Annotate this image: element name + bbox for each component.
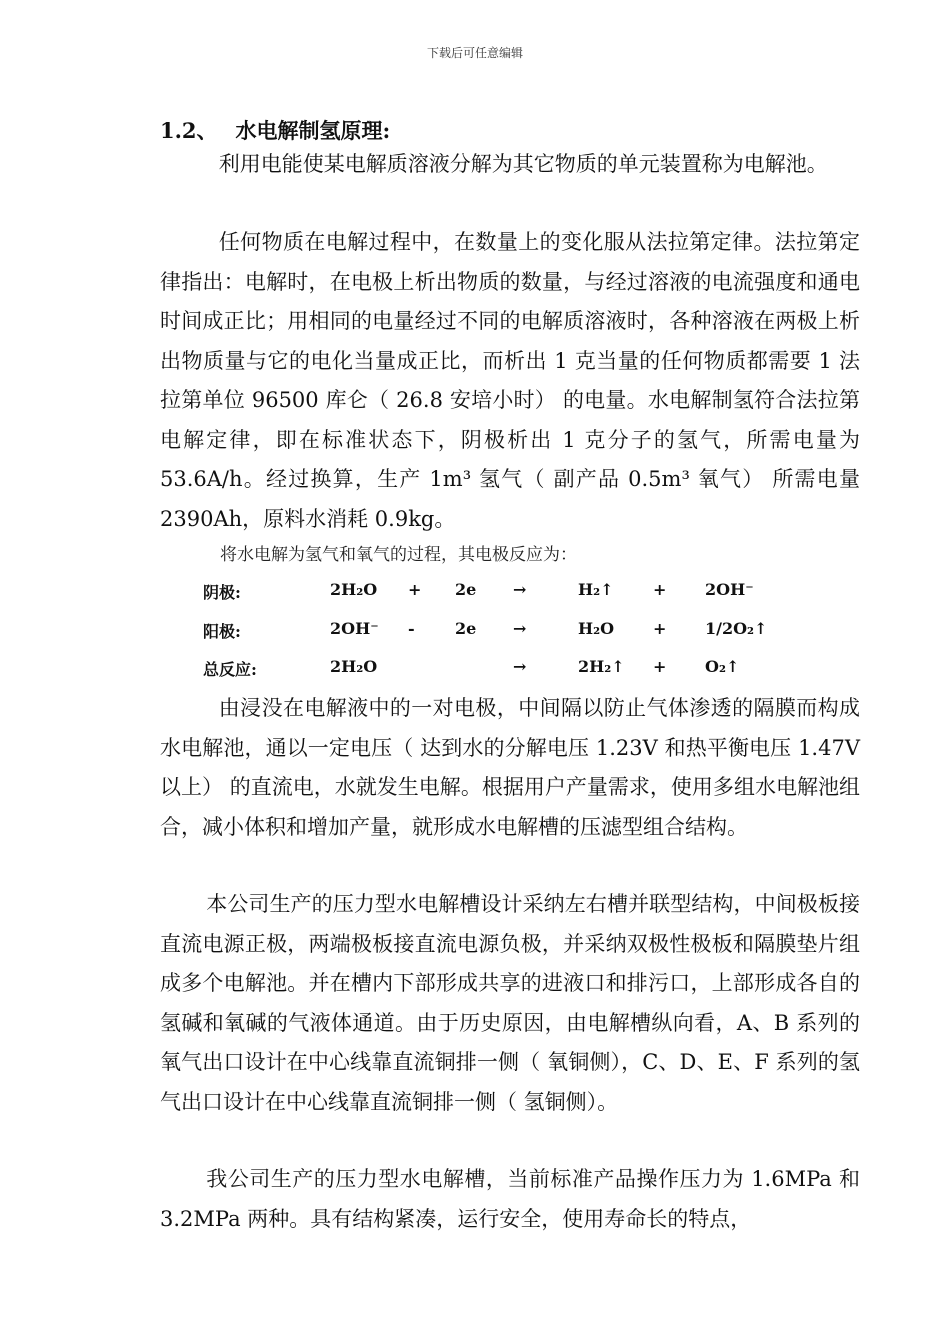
section-heading [160, 115, 390, 145]
reaction-row-overall [0, 657, 950, 687]
reaction-label: 阳极: [203, 622, 241, 641]
reactant-b: 2e [455, 580, 477, 599]
page-header: 下载后可任意编辑 [426, 46, 523, 60]
product-c: H₂O [578, 619, 615, 638]
reactant-b: 2e [455, 619, 477, 638]
plus-sign: + [653, 580, 667, 599]
paragraph-text: 我公司生产的压力型水电解槽，当前标准产品操作压力为 1.6MPa 和 3.2MPa 两种。具有结构紧凑，运行安全，使用寿命长的特点， [160, 1167, 860, 1231]
paragraph-electrolyzer-structure [160, 689, 860, 847]
arrow-icon: → [513, 657, 527, 676]
reactant-a: 2OH⁻ [330, 619, 379, 638]
paragraph-operating-pressure [160, 1160, 860, 1239]
section-title: 水电解制氢原理: [235, 118, 391, 143]
paragraph-company-design [160, 885, 860, 1122]
product-d: 2OH⁻ [705, 580, 754, 599]
reaction-row-cathode [0, 580, 950, 610]
paragraph-faraday-law [160, 223, 860, 539]
product-c: 2H₂↑ [578, 657, 625, 676]
arrow-icon: → [513, 619, 527, 638]
product-d: O₂↑ [705, 657, 740, 676]
reaction-label: 阴极: [203, 583, 241, 602]
paragraph-text: 本公司生产的压力型水电解槽设计采纳左右槽并联型结构，中间极板接直流电源正极，两端极板接直流电源负极，并采纳双极性极板和隔膜垫片组成多个电解池。并在槽内下部形成共享的进液口和排污口，上部形成各自的氢碱和氧碱的气液体通道。由于历史原因，由电解槽纵向看，A、B 系列的氧气出口设计在中心线靠直流铜排一侧（ 氧铜侧），C、D、E、F 系列的氢气出口设计在中心线靠直流铜排一侧（ 氢铜侧）。 [160, 892, 860, 1114]
reactant-a: 2H₂O [330, 580, 378, 599]
reaction-row-anode [0, 619, 950, 649]
reactant-a: 2H₂O [330, 657, 378, 676]
paragraph-text: 利用电能使某电解质溶液分解为其它物质的单元装置称为电解池。 [218, 152, 828, 176]
arrow-icon: → [513, 580, 527, 599]
plus-sign: + [653, 657, 667, 676]
paragraph-text: 任何物质在电解过程中，在数量上的变化服从法拉第定律。法拉第定律指出：电解时，在电极上析出物质的数量，与经过溶液的电流强度和通电时间成正比；用相同的电量经过不同的电解质溶液时，各种溶液在两极上析出物质量与它的电化当量成正比，而析出 1 克当量的任何物质都需要 1 法拉第单位 96500 库仑（ 26.8 安培小时） 的电量。水电解制氢符合法拉第电解定律，即在标准状态下，阴极析出 1 克分子的氢气，所需电量为 53.6A/h。经过换算，生产 1m³ 氢气（ 副产品 0.5m³ 氧气） 所需电量 2390Ah，原料水消耗 0.9kg。 [160, 230, 860, 531]
product-c: H₂↑ [578, 580, 614, 599]
reaction-intro: 将水电解为氢气和氧气的过程，其电极反应为： [220, 545, 577, 565]
plus-sign: + [653, 619, 667, 638]
product-d: 1/2O₂↑ [705, 619, 768, 638]
operator: - [408, 619, 415, 638]
section-number: 1.2、 [160, 118, 218, 143]
reaction-label: 总反应: [203, 660, 257, 679]
operator: + [408, 580, 422, 599]
paragraph-text: 由浸没在电解液中的一对电极，中间隔以防止气体渗透的隔膜而构成水电解池，通以一定电压（ 达到水的分解电压 1.23V 和热平衡电压 1.47V 以上） 的直流电，水就发生电解。根据用户产量需求，使用多组水电解池组合，减小体积和增加产量，就形成水电解槽的压滤型组合结构。 [160, 696, 860, 839]
paragraph-electrolytic-cell [160, 145, 860, 185]
